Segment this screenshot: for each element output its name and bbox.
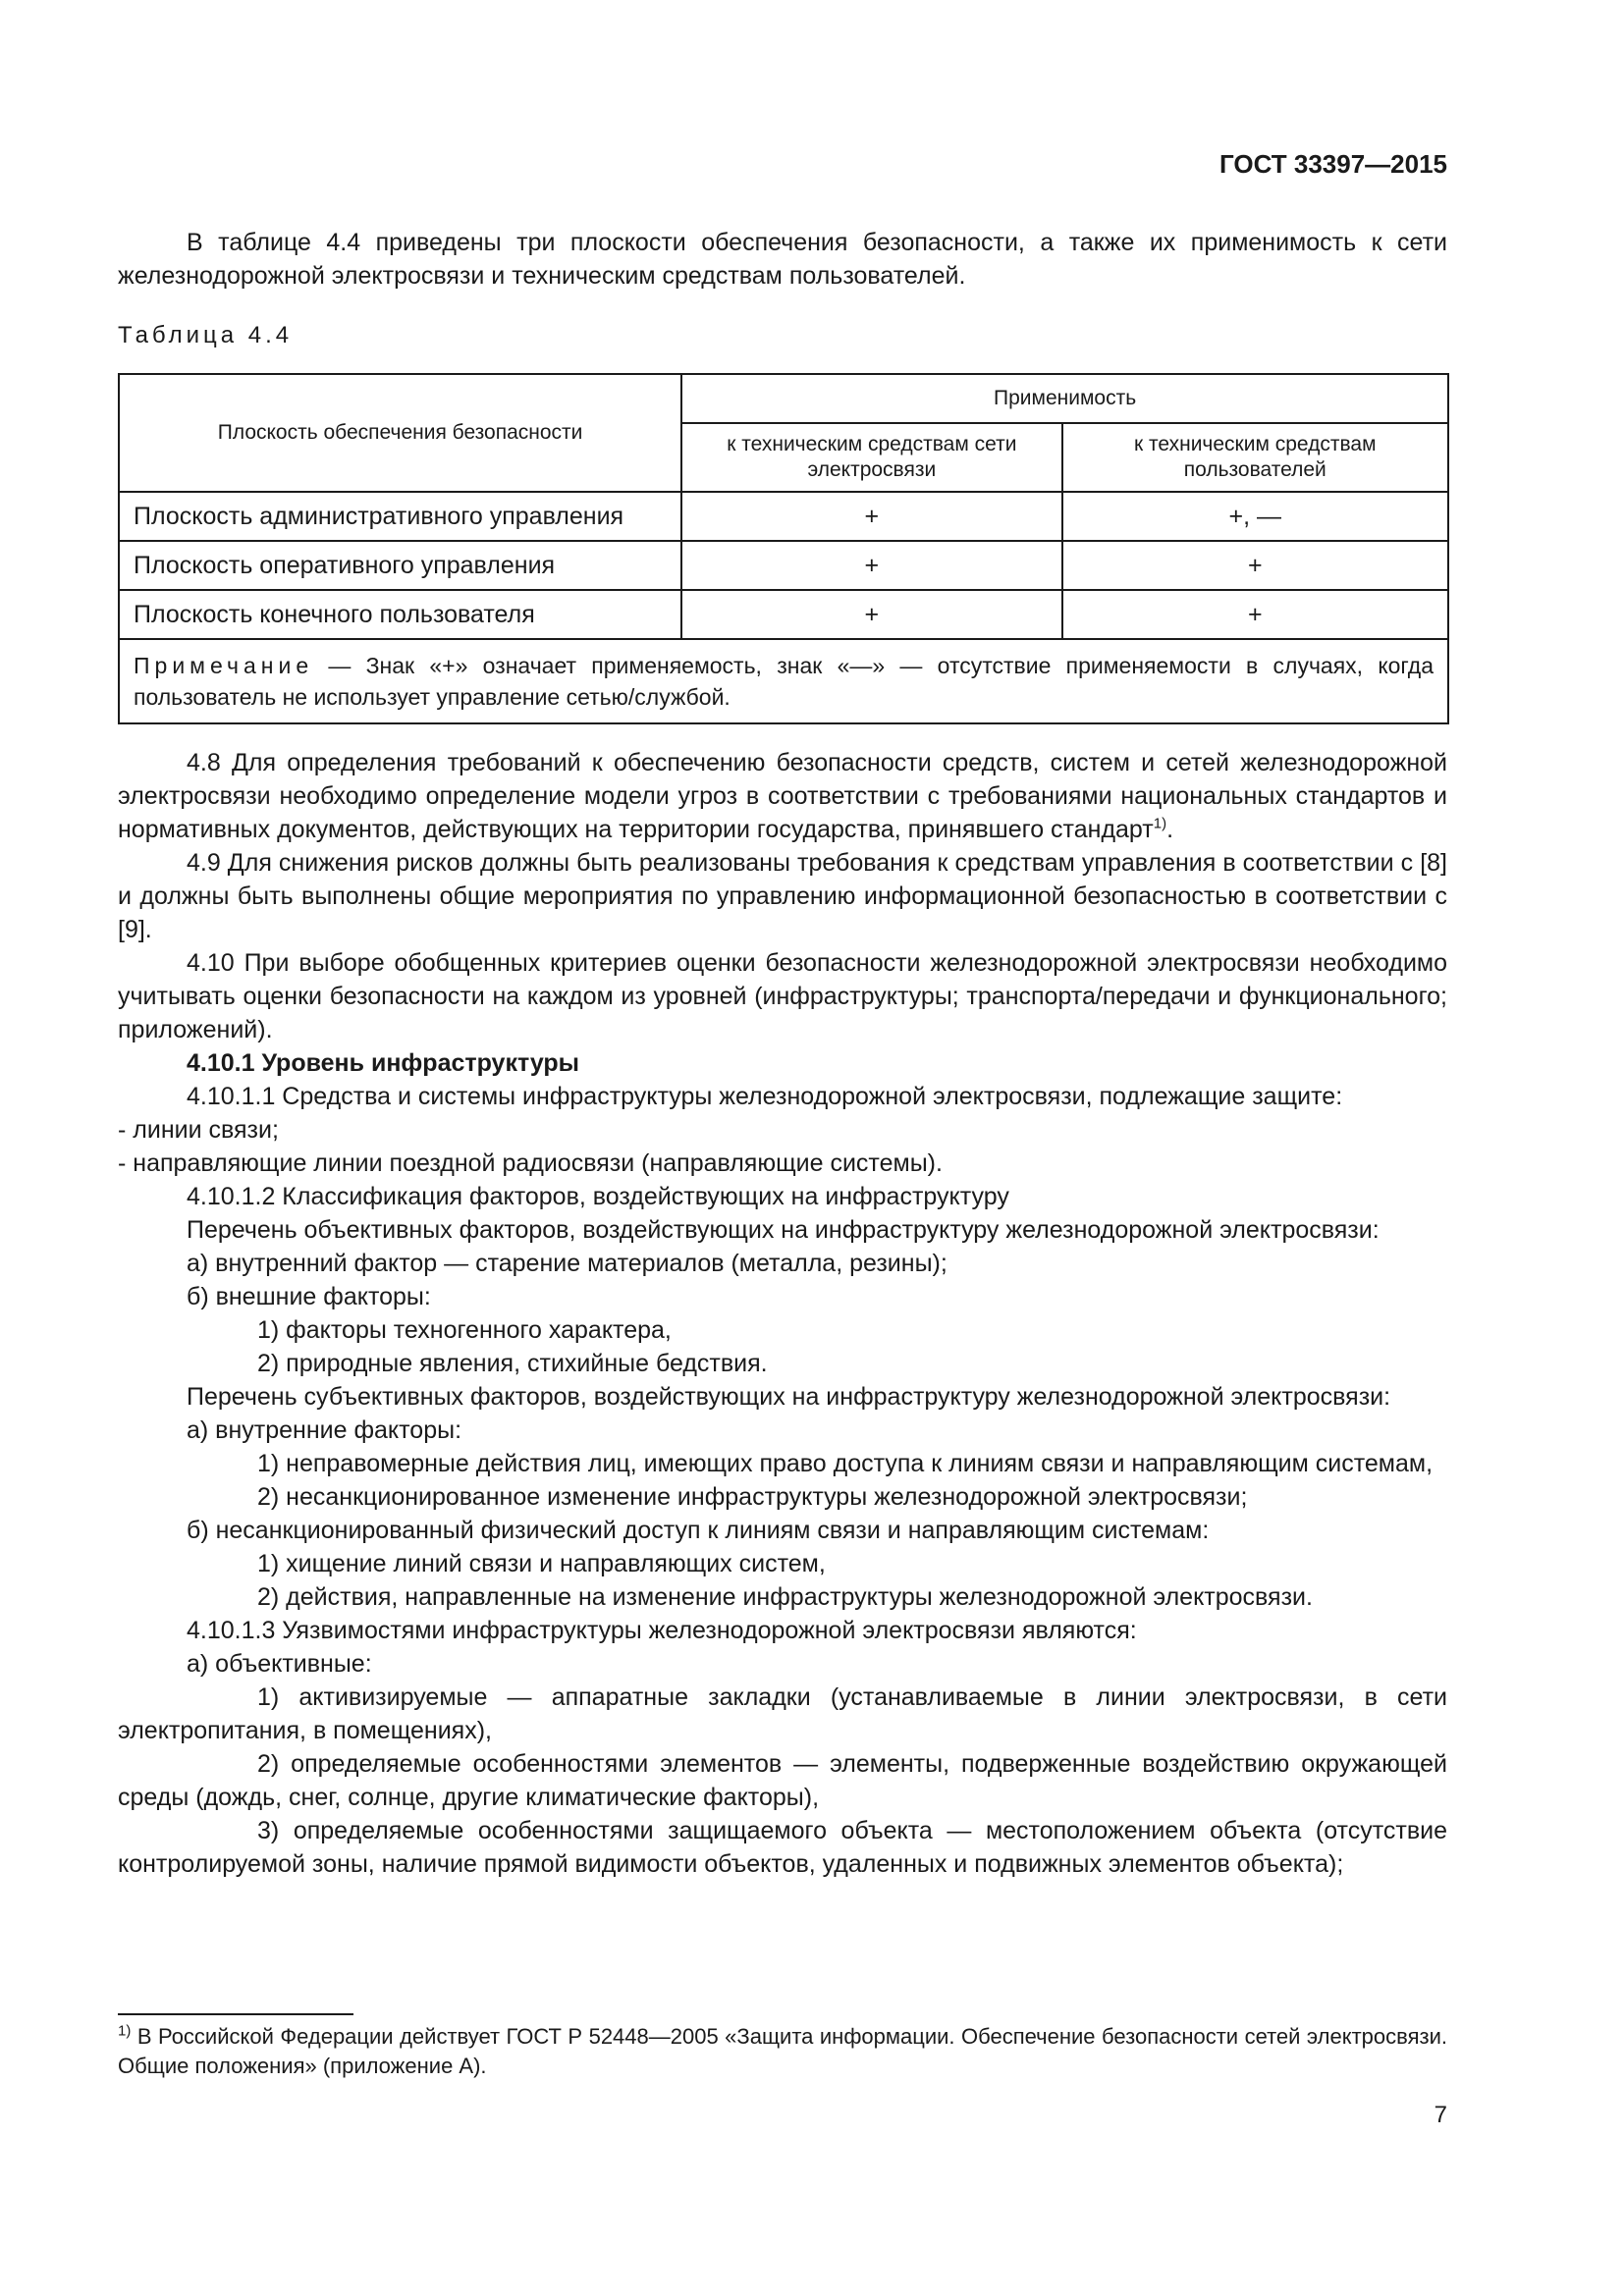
list-item: а) внутренние факторы: — [187, 1416, 462, 1444]
col-header-plane: Плоскость обеспечения безопасности — [119, 374, 681, 492]
plane-cell: Плоскость оперативного управления — [119, 541, 681, 590]
table-row — [119, 541, 1448, 590]
list-item: 1) неправомерные действия лиц, имеющих право доступа к линиям связи и направляющим системам, — [257, 1450, 1434, 1477]
col-header-applicability: Применимость — [681, 374, 1448, 423]
footnote-divider — [118, 2013, 353, 2015]
page-number: 7 — [1434, 2102, 1447, 2128]
standard-header: ГОСТ 33397—2015 — [1219, 149, 1447, 179]
plane-cell: Плоскость конечного пользователя — [119, 590, 681, 639]
list-item: 3) определяемые особенностями защищаемого объекта — местоположением объекта (отсутствие контролируемой зоны, наличие прямой видимости объектов, удаленных и подвижных элементов объекта); — [118, 1817, 1447, 1878]
applicability-table — [118, 373, 1449, 724]
list-item: - направляющие линии поездной радиосвязи (направляющие системы). — [118, 1149, 943, 1177]
table-row — [119, 590, 1448, 639]
list-item: Перечень субъективных факторов, воздействующих на инфраструктуру железнодорожной электросвязи: — [187, 1383, 1391, 1411]
list-item: 1) факторы техногенного характера, — [257, 1316, 672, 1344]
paragraph-4-10: 4.10 При выборе обобщенных критериев оценки безопасности железнодорожной электросвязи необходимо учитывать оценки безопасности на каждом из уровней (инфраструктуры; транспорта/передачи и функционального; приложений). — [118, 949, 1447, 1043]
plane-cell: Плоскость административного управления — [119, 492, 681, 541]
network-cell: + — [681, 492, 1061, 541]
list-item: 1) хищение линий связи и направляющих систем, — [257, 1550, 826, 1577]
network-cell: + — [681, 541, 1061, 590]
intro-paragraph: В таблице 4.4 приведены три плоскости обеспечения безопасности, а также их применимость к сети железнодорожной электросвязи и техническим средствам пользователей. — [118, 229, 1447, 290]
list-item: б) внешние факторы: — [187, 1283, 431, 1310]
paragraph-4-8-end: . — [1166, 816, 1174, 843]
note-text: — Знак «+» означает применяемость, знак «—» — отсутствие применяемости в случаях, когда пользователь не использует управление сетью/службой. — [134, 653, 1434, 710]
list-item: 4.10.1.1 Средства и системы инфраструктуры железнодорожной электросвязи, подлежащие защите: — [187, 1083, 1343, 1110]
network-cell: + — [681, 590, 1061, 639]
intro-block — [118, 226, 1447, 293]
body-text — [118, 746, 1447, 1881]
list-item: 4.10.1.3 Уязвимостями инфраструктуры железнодорожной электросвязи являются: — [187, 1617, 1137, 1644]
note-label: Примечание — [134, 653, 314, 678]
list-item: - линии связи; — [118, 1116, 279, 1144]
list-item: а) внутренний фактор — старение материалов (металла, резины); — [187, 1250, 947, 1277]
table-note — [119, 639, 1448, 723]
list-item: 1) активизируемые — аппаратные закладки (устанавливаемые в линии электросвязи, в сети электропитания, в помещениях), — [118, 1683, 1447, 1744]
list-item: 4.10.1.2 Классификация факторов, воздействующих на инфраструктуру — [187, 1183, 1009, 1210]
footnote-ref: 1) — [1153, 815, 1167, 832]
users-cell: + — [1062, 590, 1448, 639]
users-cell: + — [1062, 541, 1448, 590]
list-item: а) объективные: — [187, 1650, 372, 1678]
paragraph-4-8 — [118, 746, 1447, 846]
footnote-mark: 1) — [118, 2022, 132, 2040]
table-row — [119, 492, 1448, 541]
list-item: 2) природные явления, стихийные бедствия. — [257, 1350, 768, 1377]
section-heading-4-10-1: 4.10.1 Уровень инфраструктуры — [187, 1049, 580, 1077]
users-cell: +, — — [1062, 492, 1448, 541]
footnote-text: В Российской Федерации действует ГОСТ Р 52448—2005 «Защита информации. Обеспечение безопасности сетей электросвязи. Общие положения» (приложение А). — [118, 2024, 1447, 2078]
table-caption: Таблица 4.4 — [118, 322, 294, 348]
paragraph-4-9: 4.9 Для снижения рисков должны быть реализованы требования к средствам управления в соответствии с [8] и должны быть выполнены общие мероприятия по управлению информационной безопасностью в соответствии с [9]. — [118, 849, 1447, 943]
col-header-network: к техническим средствам сети электросвязи — [681, 423, 1061, 492]
col-header-users: к техническим средствам пользователей — [1062, 423, 1448, 492]
list-item: 2) действия, направленные на изменение инфраструктуры железнодорожной электросвязи. — [257, 1583, 1313, 1611]
paragraph-4-8-text: 4.8 Для определения требований к обеспечению безопасности средств, систем и сетей железнодорожной электросвязи необходимо определение модели угроз в соответствии с требованиями национальных стандартов и нормативных документов, действующих на территории государства, принявшего стандарт — [118, 749, 1447, 843]
list-item: 2) несанкционированное изменение инфраструктуры железнодорожной электросвязи; — [257, 1483, 1248, 1511]
footnote — [118, 2022, 1447, 2081]
list-item: 2) определяемые особенностями элементов — элементы, подверженные воздействию окружающей среды (дождь, снег, солнце, другие климатические факторы), — [118, 1750, 1447, 1811]
list-item: б) несанкционированный физический доступ к линиям связи и направляющим системам: — [187, 1517, 1210, 1544]
list-item: Перечень объективных факторов, воздействующих на инфраструктуру железнодорожной электросвязи: — [187, 1216, 1380, 1244]
